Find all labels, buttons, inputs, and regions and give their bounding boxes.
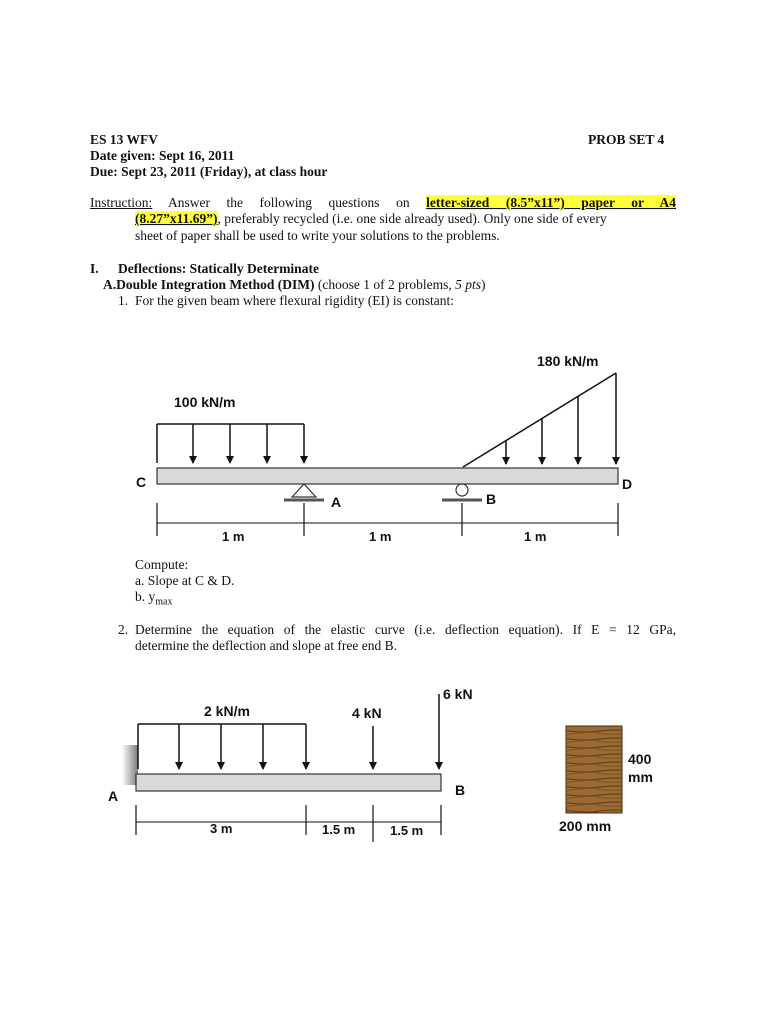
course-code: ES 13 WFV bbox=[90, 132, 159, 147]
udl-label-2: 2 kN/m bbox=[204, 703, 250, 719]
beam-2 bbox=[136, 774, 441, 791]
instruction-label: Instruction: bbox=[90, 195, 153, 210]
point-load-label-2: 6 kN bbox=[443, 686, 473, 702]
point-load-label-1: 4 kN bbox=[352, 705, 382, 721]
problem-set-label: PROB SET 4 bbox=[588, 132, 665, 147]
beam-figure-1 bbox=[0, 340, 768, 555]
udl-load-1 bbox=[157, 424, 304, 463]
instruction-line-2 bbox=[135, 210, 676, 227]
beam-1 bbox=[157, 468, 618, 484]
subsection-letter: A. bbox=[103, 277, 117, 292]
date-given: Date given: Sept 16, 2011 bbox=[90, 148, 235, 163]
dimension-label-2-1: 3 m bbox=[210, 821, 233, 836]
instruction-highlight-1: letter-sized (8.5”x11”) paper or A4 bbox=[426, 195, 676, 210]
pin-support-a bbox=[284, 484, 324, 500]
point-c-label: C bbox=[136, 474, 147, 490]
compute-item-b-prefix: b. bbox=[135, 589, 149, 604]
instruction-line-3: sheet of paper shall be used to write your solutions to the problems. bbox=[135, 228, 500, 243]
problem2-line-1: Determine the equation of the elastic curve (i.e. deflection equation). If E = 12 GPa, bbox=[135, 622, 676, 637]
point-b-label-2: B bbox=[455, 782, 466, 798]
section-number: I. bbox=[90, 261, 99, 276]
section-height-unit: mm bbox=[628, 769, 653, 785]
roller-support-b bbox=[442, 484, 482, 500]
compute-item-b-sub: max bbox=[155, 596, 173, 608]
instruction-highlight-2: (8.27”x11.69”) bbox=[135, 211, 218, 226]
section-width-label: 200 mm bbox=[559, 818, 612, 834]
subsection-note: (choose 1 of 2 problems, bbox=[314, 277, 456, 292]
problem1-text: For the given beam where flexural rigidity (EI) is constant: bbox=[135, 293, 455, 308]
point-a-label: A bbox=[331, 494, 342, 510]
point-a-label-2: A bbox=[108, 788, 119, 804]
point-d-label: D bbox=[622, 476, 633, 492]
problem2-line-2: determine the deflection and slope at free end B. bbox=[135, 638, 398, 653]
point-b-label: B bbox=[486, 491, 497, 507]
dimension-label-2: 1 m bbox=[369, 529, 392, 544]
instruction-text-a: Answer the following questions on bbox=[152, 195, 427, 210]
compute-item-b-var: y bbox=[148, 589, 156, 604]
udl-label-1: 100 kN/m bbox=[174, 394, 236, 410]
section-height-value: 400 bbox=[628, 751, 652, 767]
compute-item-a: a. Slope at C & D. bbox=[135, 573, 235, 588]
dimension-label-2-2: 1.5 m bbox=[322, 822, 356, 837]
subsection-heading bbox=[103, 276, 486, 293]
problem1-number: 1. bbox=[118, 293, 129, 308]
subsection-points: 5 pts bbox=[455, 277, 481, 292]
compute-item-b bbox=[135, 588, 172, 611]
udl-load-2 bbox=[138, 724, 306, 769]
section-title: Deflections: Statically Determinate bbox=[118, 261, 319, 276]
wood-cross-section bbox=[566, 726, 622, 813]
dimension-label-1: 1 m bbox=[222, 529, 245, 544]
instruction-text-b: , preferably recycled (i.e. one side already used). Only one side of every bbox=[217, 211, 607, 226]
problem2-number: 2. bbox=[118, 622, 129, 637]
beam-figure-2 bbox=[0, 680, 768, 850]
dimension-label-2-3: 1.5 m bbox=[390, 823, 424, 838]
triangular-load bbox=[463, 373, 616, 467]
due-date: Due: Sept 23, 2011 (Friday), at class hour bbox=[90, 164, 328, 179]
subsection-title: Double Integration Method (DIM) bbox=[116, 277, 315, 292]
compute-label: Compute: bbox=[135, 557, 189, 572]
triangular-load-label: 180 kN/m bbox=[537, 353, 599, 369]
subsection-close: ) bbox=[481, 277, 486, 292]
dimension-label-3: 1 m bbox=[524, 529, 547, 544]
instruction-line-1 bbox=[90, 194, 676, 211]
